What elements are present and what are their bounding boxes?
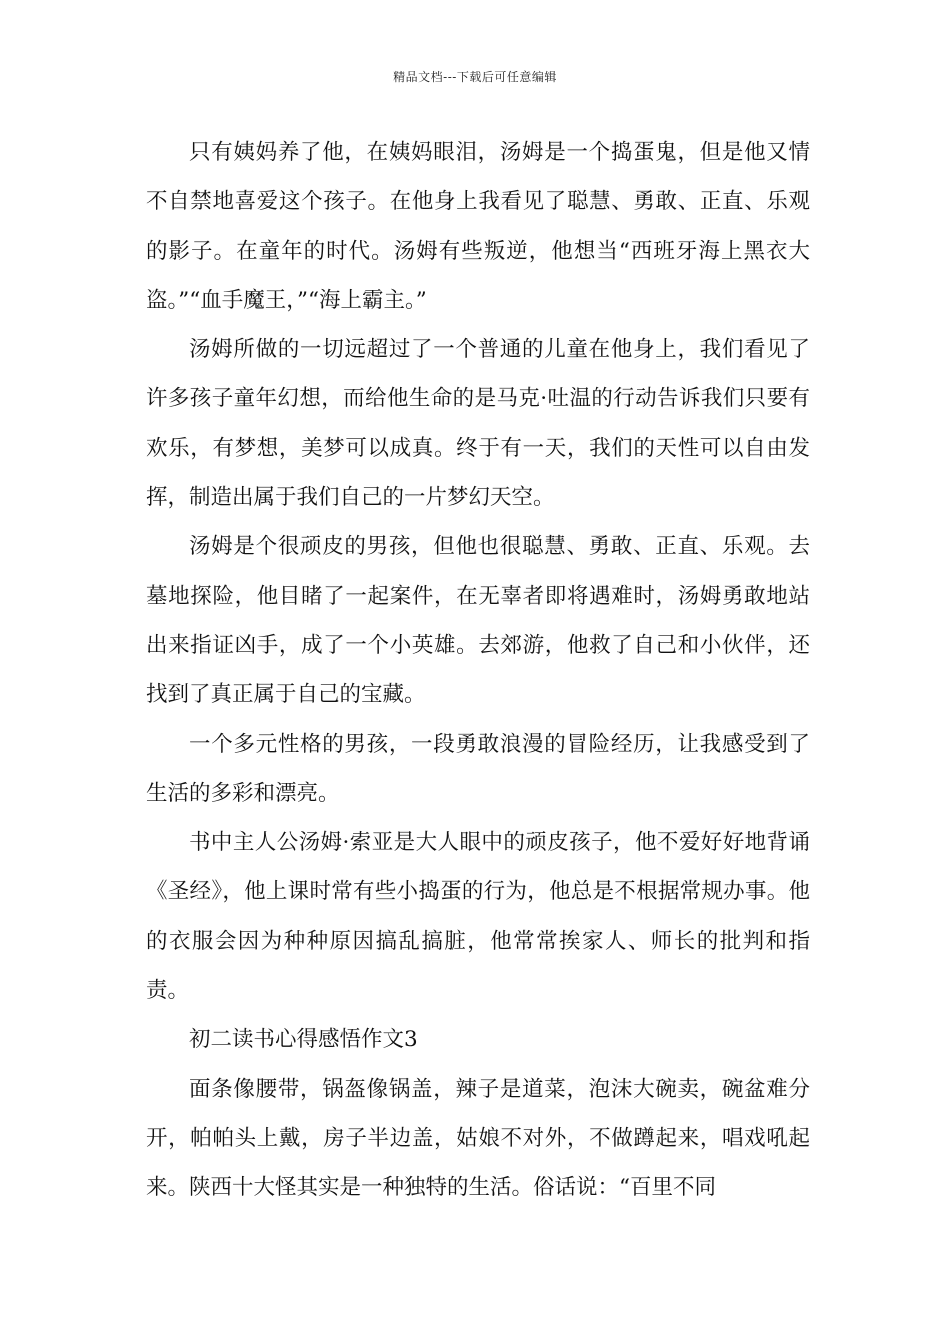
paragraph: 汤姆所做的一切远超过了一个普通的儿童在他身上，我们看见了许多孩子童年幻想，而给他生命的是马克·吐温的行动告诉我们只要有欢乐，有梦想，美梦可以成真。终于有一天，我们的天性可以自由发挥，制造出属于我们自己的一片梦幻天空。 <box>146 337 810 511</box>
paragraph: 只有姨妈养了他，在姨妈眼泪，汤姆是一个捣蛋鬼，但是他又情不自禁地喜爱这个孩子。在他身上我看见了聪慧、勇敢、正直、乐观的影子。在童年的时代。汤姆有些叛逆，他想当“西班牙海上黑衣大盗。”“血手魔王，”“海上霸主。” <box>146 140 810 313</box>
paragraph: 汤姆是个很顽皮的男孩，但他也很聪慧、勇敢、正直、乐观。去墓地探险，他目睹了一起案件，在无辜者即将遇难时，汤姆勇敢地站出来指证凶手，成了一个小英雄。去郊游，他救了自己和小伙伴，还找到了真正属于自己的宝藏。 <box>146 534 810 708</box>
document-body <box>146 128 810 1213</box>
page-header: 精品文档---下载后可任意编辑 <box>393 70 557 84</box>
paragraph: 面条像腰带，锅盔像锅盖，辣子是道菜，泡沫大碗卖，碗盆难分开，帕帕头上戴，房子半边盖，姑娘不对外，不做蹲起来，唱戏吼起来。陕西十大怪其实是一种独特的生活。俗话说：“百里不同 <box>146 1076 810 1201</box>
section-title: 初二读书心得感悟作文3 <box>189 1027 418 1053</box>
paragraph: 一个多元性格的男孩，一段勇敢浪漫的冒险经历，让我感受到了生活的多彩和漂亮。 <box>146 731 810 806</box>
paragraph: 书中主人公汤姆·索亚是大人眼中的顽皮孩子，他不爱好好地背诵《圣经》，他上课时常有些小捣蛋的行为，他总是不根据常规办事。他的衣服会因为种种原因搞乱搞脏，他常常挨家人、师长的批判和指责。 <box>146 830 810 1004</box>
